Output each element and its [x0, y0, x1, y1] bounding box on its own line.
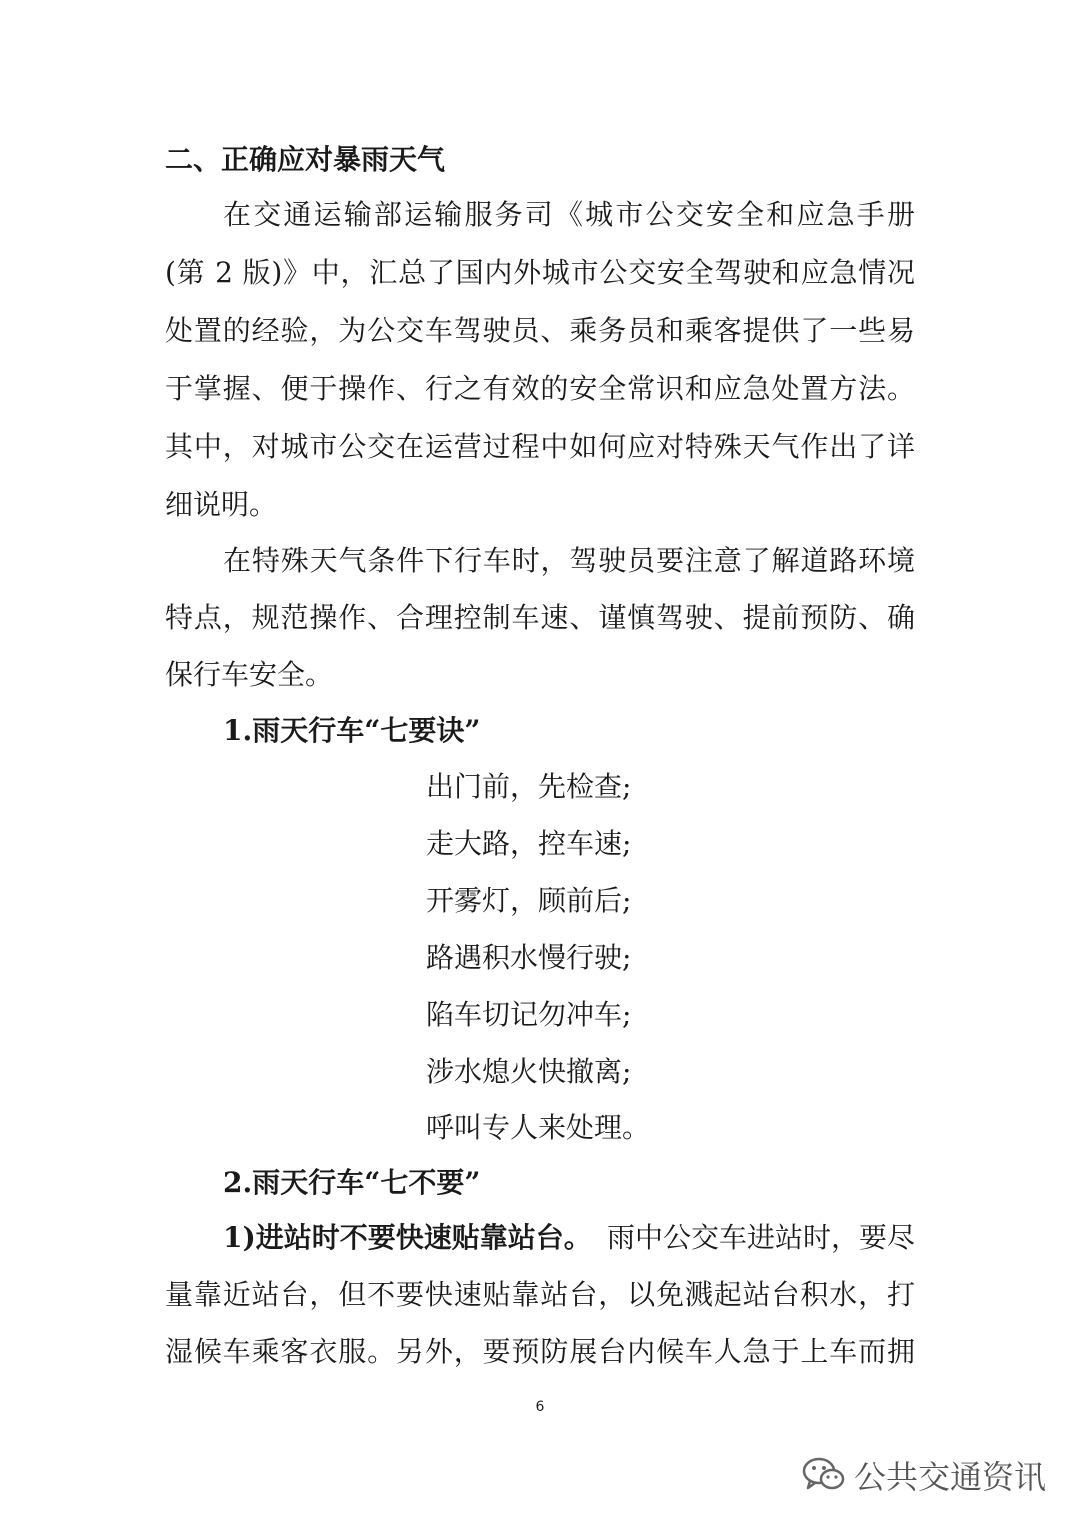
watermark-text: 公共交通资讯 [853, 1458, 1046, 1496]
item1-first-line [223, 1218, 915, 1258]
verse-line: 开雾灯，顾前后; [426, 884, 632, 917]
paragraph1-line: 在交通运输部运输服务司《城市公交安全和应急手册 [223, 198, 915, 231]
paragraph2-line: 在特殊天气条件下行车时，驾驶员要注意了解道路环境 [223, 544, 915, 577]
item1-lead: 1)进站时不要快速贴靠站台。 [223, 1221, 592, 1254]
paragraph1-line: (第 2 版)》中，汇总了国内外城市公交安全驾驶和应急情况 [165, 256, 915, 289]
paragraph1-line: 细说明。 [165, 488, 278, 521]
section-heading: 二、正确应对暴雨天气 [165, 143, 446, 176]
subheading-seven-tips: 1.雨天行车“七要诀” [223, 714, 481, 747]
paragraph2-line: 保行车安全。 [165, 658, 334, 691]
item1-line: 量靠近站台，但不要快速贴靠站台，以免溅起站台积水，打 [165, 1278, 915, 1311]
page-number: 6 [535, 1399, 545, 1415]
item1-line: 湿候车乘客衣服。另外，要预防展台内候车人急于上车而拥 [165, 1335, 915, 1368]
verse-line: 陷车切记勿冲车; [426, 998, 632, 1031]
subheading-seven-donts: 2.雨天行车“七不要” [223, 1166, 481, 1199]
paragraph2-line: 特点，规范操作、合理控制车速、谨慎驾驶、提前预防、确 [165, 601, 915, 634]
paragraph1-line: 其中，对城市公交在运营过程中如何应对特殊天气作出了详 [165, 430, 915, 463]
watermark [802, 1452, 1046, 1498]
verse-line: 涉水熄火快撤离; [426, 1055, 632, 1088]
item1-rest: 雨中公交车进站时，要尽 [606, 1221, 915, 1254]
verse-line: 路遇积水慢行驶; [426, 941, 632, 974]
verse-line: 出门前，先检查; [426, 770, 632, 803]
verse-line: 呼叫专人来处理。 [426, 1111, 651, 1144]
paragraph1-line: 处置的经验，为公交车驾驶员、乘务员和乘客提供了一些易 [165, 314, 915, 347]
verse-line: 走大路，控车速; [426, 827, 632, 860]
wechat-icon [802, 1456, 846, 1494]
paragraph1-line: 于掌握、便于操作、行之有效的安全常识和应急处置方法。 [165, 372, 915, 405]
